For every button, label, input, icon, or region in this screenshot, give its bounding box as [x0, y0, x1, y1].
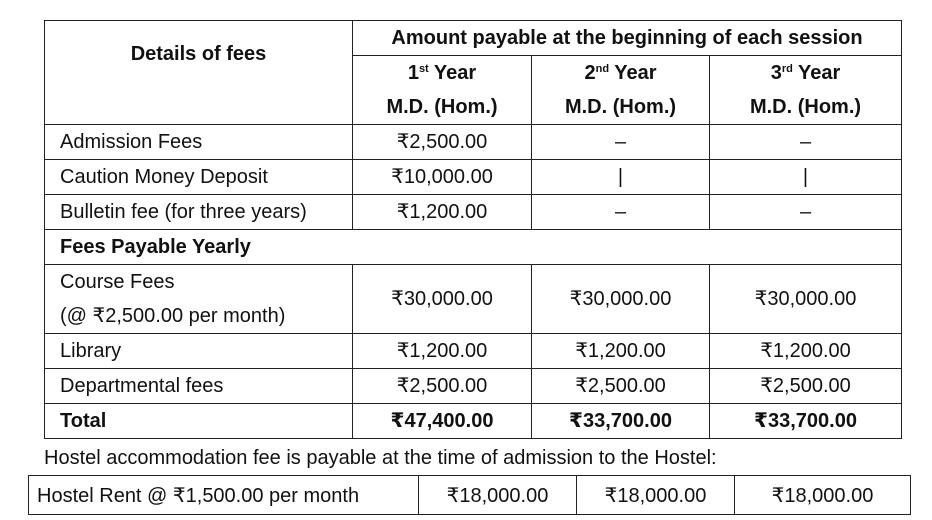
details-of-fees-header: Details of fees — [45, 21, 353, 125]
row-value: – — [532, 195, 710, 230]
hostel-rent-value: ₹18,000.00 — [577, 476, 735, 515]
amount-payable-header: Amount payable at the beginning of each session — [353, 21, 902, 56]
hostel-row — [29, 476, 911, 515]
row-label: Admission Fees — [45, 125, 353, 160]
fees-payable-yearly-heading: Fees Payable Yearly — [45, 230, 902, 265]
year-3-course: M.D. (Hom.) — [710, 90, 902, 125]
row-value: – — [532, 125, 710, 160]
table-row — [45, 160, 902, 195]
year-2-header: 2nd Year — [532, 56, 710, 91]
total-row — [45, 404, 902, 439]
table-row — [45, 125, 902, 160]
row-label: Library — [45, 334, 353, 369]
row-label: Course Fees — [60, 271, 175, 293]
row-value: – — [710, 125, 902, 160]
row-value: ₹2,500.00 — [710, 369, 902, 404]
total-value: ₹33,700.00 — [710, 404, 902, 439]
row-value: ₹2,500.00 — [353, 125, 532, 160]
year-2-course: M.D. (Hom.) — [532, 90, 710, 125]
row-sublabel: (@ ₹2,500.00 per month) — [60, 305, 286, 327]
row-label: Bulletin fee (for three years) — [45, 195, 353, 230]
hostel-rent-label: Hostel Rent @ ₹1,500.00 per month — [29, 476, 419, 515]
row-value: ₹1,200.00 — [532, 334, 710, 369]
hostel-note: Hostel accommodation fee is payable at the time of admission to the Hostel: — [44, 447, 717, 469]
row-value: ₹30,000.00 — [353, 265, 532, 334]
row-value: ₹30,000.00 — [710, 265, 902, 334]
total-label: Total — [45, 404, 353, 439]
table-row — [45, 369, 902, 404]
total-value: ₹47,400.00 — [353, 404, 532, 439]
row-label: Departmental fees — [45, 369, 353, 404]
row-value: ₹1,200.00 — [353, 334, 532, 369]
year-1-course: M.D. (Hom.) — [353, 90, 532, 125]
section-heading-row — [45, 230, 902, 265]
row-value: ₹1,200.00 — [710, 334, 902, 369]
hostel-rent-value: ₹18,000.00 — [419, 476, 577, 515]
row-value: | — [532, 160, 710, 195]
table-row — [45, 265, 902, 334]
row-value: ₹2,500.00 — [353, 369, 532, 404]
table-row — [45, 195, 902, 230]
year-3-header: 3rd Year — [710, 56, 902, 91]
row-value: | — [710, 160, 902, 195]
hostel-rent-value: ₹18,000.00 — [735, 476, 911, 515]
fees-table — [44, 20, 902, 439]
year-1-header: 1st Year — [353, 56, 532, 91]
row-value: ₹1,200.00 — [353, 195, 532, 230]
row-value: ₹30,000.00 — [532, 265, 710, 334]
hostel-table — [28, 475, 911, 515]
row-value: ₹10,000.00 — [353, 160, 532, 195]
table-row — [45, 334, 902, 369]
row-value: ₹2,500.00 — [532, 369, 710, 404]
row-value: – — [710, 195, 902, 230]
row-label: Caution Money Deposit — [45, 160, 353, 195]
course-fees-label — [45, 265, 353, 334]
total-value: ₹33,700.00 — [532, 404, 710, 439]
